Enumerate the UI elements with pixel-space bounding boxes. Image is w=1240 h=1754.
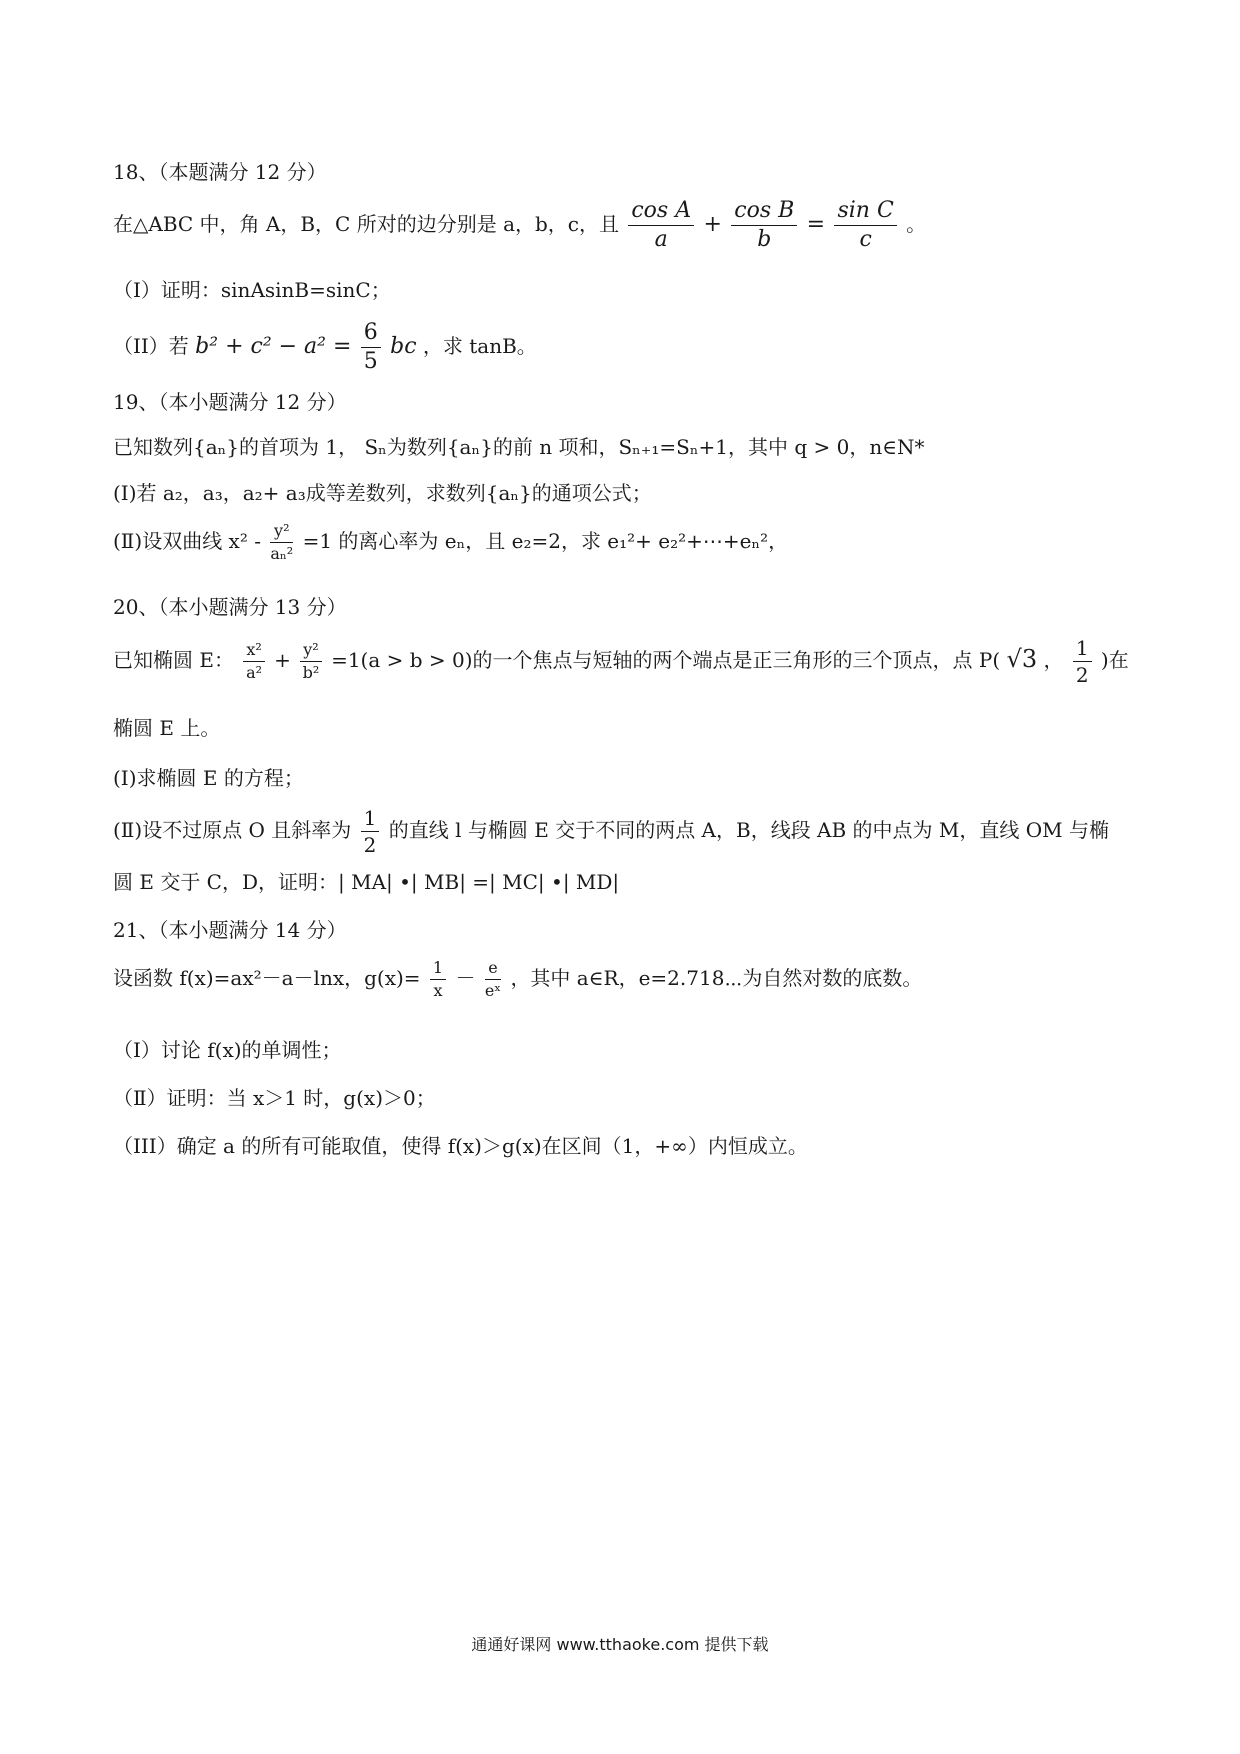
q20-fraction-y2-b2: [300, 642, 321, 681]
q21-part2: （Ⅱ）证明：当 x＞1 时，g(x)＞0；: [113, 1086, 436, 1110]
q18-stem-text: 在△ABC 中，角 A，B，C 所对的边分别是 a，b，c，且: [113, 212, 619, 236]
fraction-numerator: 6: [361, 322, 381, 348]
q19-fraction-y2-an2: [270, 523, 293, 562]
q21-part3: （III）确定 a 的所有可能取值，使得 f(x)＞g(x)在区间（1，+∞）内恒成立。: [113, 1134, 808, 1158]
fraction-numerator: cos B: [731, 200, 797, 226]
fraction-denominator: eˣ: [484, 981, 502, 1000]
fraction-denominator: b²: [302, 663, 320, 682]
fraction-numerator: 1: [430, 960, 446, 980]
q18-part1: （I）证明：sinAsinB=sinC；: [113, 278, 391, 302]
fraction-numerator: e: [485, 960, 501, 980]
q18-stem: [113, 200, 926, 251]
q19-part1: (Ⅰ)若 a₂，a₃，a₂+ a₃成等差数列，求数列{aₙ}的通项公式；: [113, 481, 652, 505]
fraction-numerator: y²: [300, 642, 321, 662]
q21-part1: （Ⅰ）讨论 f(x)的单调性；: [113, 1038, 342, 1062]
comma: ，: [1043, 648, 1064, 672]
fraction-numerator: 1: [1073, 638, 1092, 662]
q20-part2: [113, 808, 1109, 855]
fraction-numerator: 1: [361, 808, 380, 832]
q20-stem-end: )在: [1100, 648, 1129, 672]
q21-header: 21、（本小题满分 14 分）: [113, 918, 347, 942]
q18-part2-formula: b² + c² − a² =: [195, 334, 352, 359]
sqrt-three: √3: [1006, 645, 1038, 673]
q20-part2-text: 的直线 l 与椭圆 E 交于不同的两点 A，B，线段 AB 的中点为 M，直线 OM 与椭: [388, 818, 1109, 842]
q21-stem-end: ，其中 a∈R，e=2.718⋯为自然对数的底数。: [510, 966, 923, 990]
q18-part2-bc: bc: [390, 334, 417, 359]
minus-sign: －: [455, 966, 476, 990]
q19-part2: [113, 523, 788, 562]
q20-fraction-slope: [361, 808, 380, 855]
plus-sign: +: [703, 212, 722, 237]
q20-header: 20、（本小题满分 13 分）: [113, 595, 347, 619]
q21-fraction-e-ex: [485, 960, 501, 999]
fraction-numerator: sin C: [834, 200, 896, 226]
q19-part2-label: (Ⅱ)设双曲线 x² -: [113, 529, 261, 553]
fraction-denominator: aₙ²: [270, 544, 294, 563]
q19-stem: 已知数列{aₙ}的首项为 1， Sₙ为数列{aₙ}的前 n 项和，Sₙ₊₁=Sₙ+1，其中 q > 0，n∈N*: [113, 435, 925, 459]
fraction-denominator: 5: [363, 349, 378, 374]
q18-fraction-sinC: [834, 200, 896, 251]
q18-part2-label: （II）若: [113, 334, 189, 358]
fraction-denominator: b: [757, 227, 772, 252]
q18-header: 18、（本题满分 12 分）: [113, 160, 327, 184]
q21-stem-text: 设函数 f(x)=ax²－a－lnx，g(x)=: [113, 966, 421, 990]
q18-stem-end: 。: [906, 212, 927, 236]
q20-stem: [113, 638, 1129, 685]
q20-stem-line2: 椭圆 E 上。: [113, 716, 221, 740]
q19-part2-end: =1 的离心率为 eₙ，且 e₂=2，求 e₁²+ e₂²+⋯+eₙ²，: [302, 529, 789, 553]
equals-sign: =: [806, 212, 826, 237]
q20-stem-mid: =1(a > b > 0)的一个焦点与短轴的两个端点是正三角形的三个顶点，点 P(: [331, 648, 1001, 672]
q18-part2: [113, 322, 537, 373]
q18-part2-end: ，求 tanB。: [422, 334, 537, 358]
q20-fraction-one-half: [1073, 638, 1092, 685]
q21-stem: [113, 960, 922, 999]
fraction-denominator: 2: [363, 833, 377, 857]
fraction-numerator: cos A: [628, 200, 694, 226]
q20-part2-line2: 圆 E 交于 C，D，证明：| MA| •| MB| =| MC| •| MD|: [113, 870, 620, 894]
q18-fraction-six-fifths: [361, 322, 381, 373]
q19-header: 19、（本小题满分 12 分）: [113, 390, 347, 414]
fraction-denominator: a²: [246, 663, 263, 682]
q18-fraction-cosB: [731, 200, 797, 251]
plus-sign: +: [274, 648, 291, 672]
q20-part1: (Ⅰ)求椭圆 E 的方程；: [113, 766, 304, 790]
fraction-denominator: x: [433, 981, 443, 1000]
q20-stem-text: 已知椭圆 E：: [113, 648, 234, 672]
fraction-numerator: x²: [243, 642, 264, 662]
fraction-denominator: a: [654, 227, 668, 252]
q18-fraction-cosA: [628, 200, 694, 251]
fraction-numerator: y²: [270, 523, 293, 543]
q20-part2-label: (Ⅱ)设不过原点 O 且斜率为: [113, 818, 352, 842]
fraction-denominator: 2: [1075, 663, 1089, 687]
q21-fraction-1-x: [430, 960, 446, 999]
page-footer: 通通好课网 www.tthaoke.com 提供下载: [471, 1635, 769, 1654]
fraction-denominator: c: [859, 227, 872, 252]
q20-fraction-x2-a2: [243, 642, 264, 681]
